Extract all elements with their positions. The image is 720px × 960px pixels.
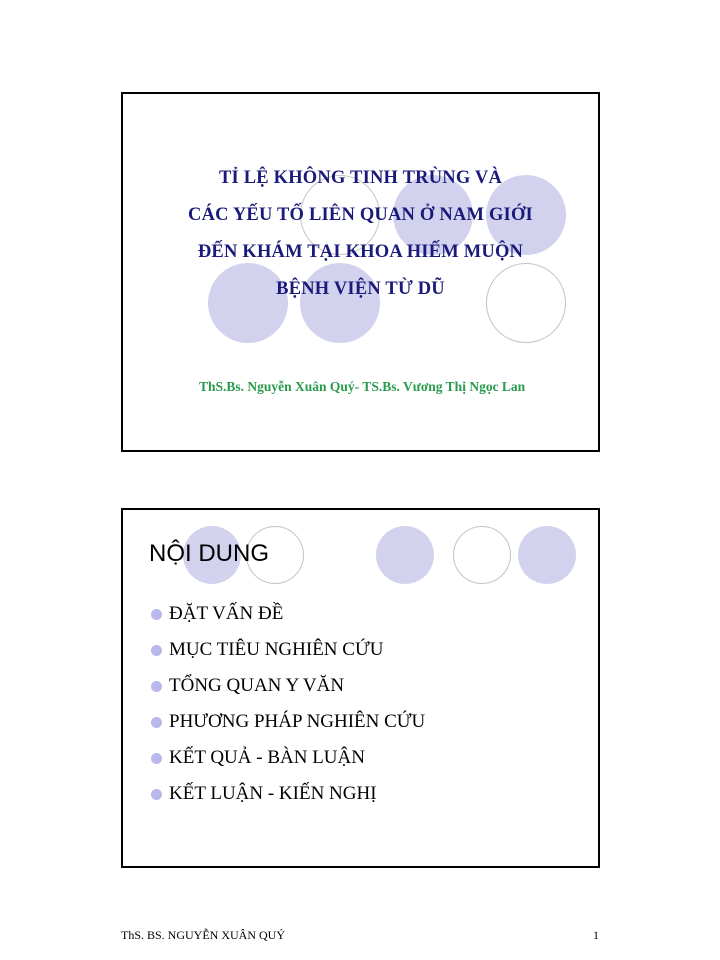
presentation-title [123,160,598,308]
title-slide [121,92,600,452]
list-item-label: TỔNG QUAN Y VĂN [169,675,345,696]
title-line: BỆNH VIỆN TỪ DŨ [276,279,445,299]
bullet-icon [151,681,162,692]
list-item-label: KẾT QUẢ - BÀN LUẬN [169,747,365,768]
decor-circle-ring [453,526,511,584]
section-heading: NỘI DUNG [149,540,269,567]
authors-line: ThS.Bs. Nguyễn Xuân Quý- TS.Bs. Vương Thị Ngọc Lan [199,379,526,394]
list-item [151,704,425,740]
list-item-label: KẾT LUẬN - KIẾN NGHỊ [169,783,377,804]
bullet-icon [151,717,162,728]
footer-author: ThS. BS. NGUYỄN XUÂN QUÝ [121,928,286,942]
title-line: TỈ LỆ KHÔNG TINH TRÙNG VÀ [218,168,503,188]
list-item-label: ĐẶT VẤN ĐỀ [169,603,284,624]
bullet-icon [151,753,162,764]
list-item [151,632,425,668]
bullet-icon [151,645,162,656]
list-item [151,668,425,704]
contents-slide [121,508,600,868]
page-number: 1 [593,928,599,942]
list-item-label: MỤC TIÊU NGHIÊN CỨU [169,639,384,660]
decor-circle-filled [518,526,576,584]
list-item [151,776,425,812]
title-line: CÁC YẾU TỐ LIÊN QUAN Ở NAM GIỚI [188,205,533,225]
bullet-icon [151,609,162,620]
list-item [151,596,425,632]
bullet-icon [151,789,162,800]
contents-list [151,596,425,812]
title-line: ĐẾN KHÁM TẠI KHOA HIẾM MUỘN [197,242,524,262]
list-item [151,740,425,776]
decor-circle-filled [376,526,434,584]
list-item-label: PHƯƠNG PHÁP NGHIÊN CỨU [169,711,426,732]
